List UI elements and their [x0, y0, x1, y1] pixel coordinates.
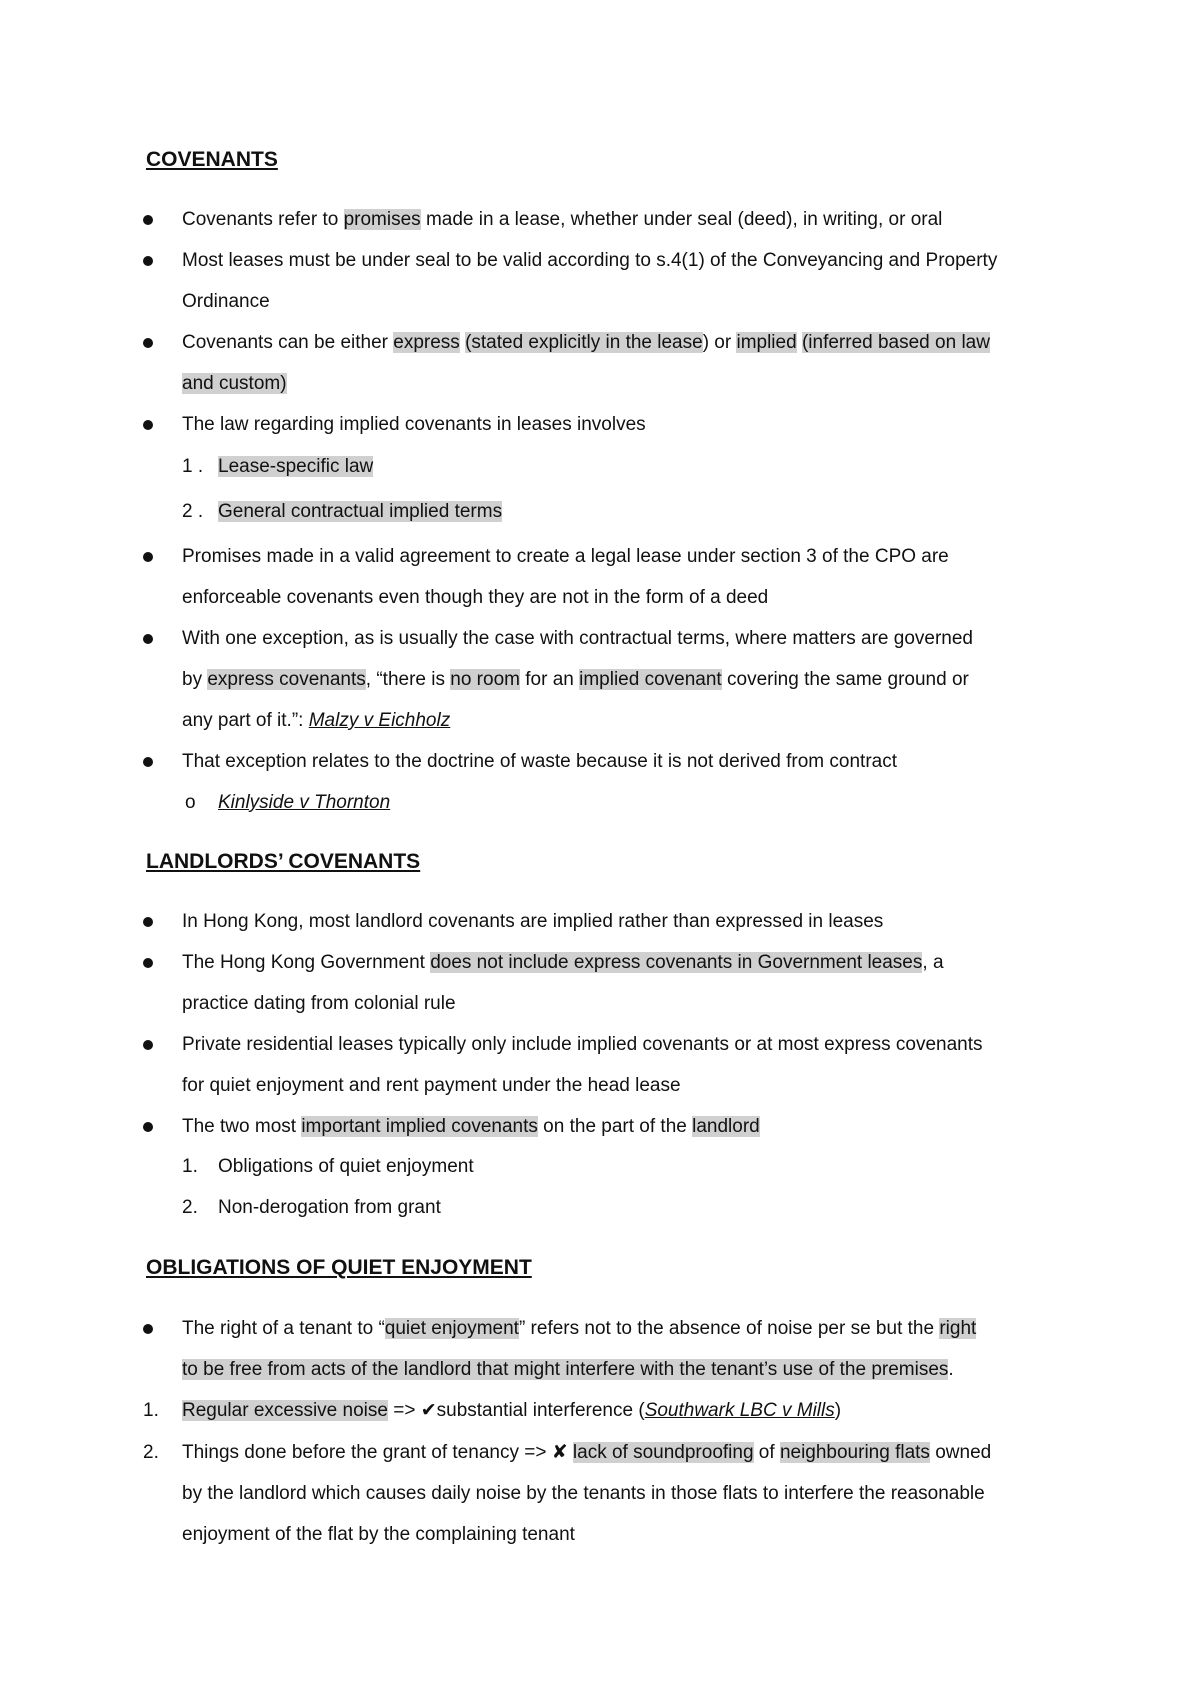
bullet-dot [143, 757, 153, 767]
covenants-bullet-1 [182, 207, 942, 233]
text: Covenants can be either [182, 332, 394, 353]
text: , a [922, 952, 944, 973]
landlords-bullet-4 [182, 1114, 760, 1140]
text: ) or [702, 332, 737, 353]
list-number: 1. [143, 1400, 159, 1421]
highlight: promises [343, 209, 421, 230]
landlords-bullet-3-line-2: for quiet enjoyment and rent payment under the head lease [182, 1075, 681, 1096]
highlight: neighbouring flats [779, 1442, 930, 1463]
quiet-bullet-1-line-1 [182, 1316, 976, 1342]
highlight: does not include express covenants in Government leases [430, 952, 923, 973]
landlords-bullet-2-line-2: practice dating from colonial rule [182, 993, 456, 1014]
covenants-bullet-6-line-3 [182, 708, 450, 734]
list-number: 1 . [182, 456, 204, 477]
list-number: 2. [143, 1442, 159, 1463]
list-number: 1. [182, 1156, 198, 1177]
bullet-dot [143, 215, 153, 225]
highlight: (stated explicitly in the lease [465, 332, 703, 353]
quiet-item-1 [182, 1398, 841, 1424]
case-citation: Southwark LBC v Mills [644, 1400, 835, 1421]
text: ) [834, 1400, 842, 1421]
bullet-dot [143, 1122, 153, 1132]
sub-item-non-derogation: Non-derogation from grant [218, 1197, 441, 1218]
highlight: General contractual implied terms [218, 501, 503, 522]
sub-item-quiet-enjoyment: Obligations of quiet enjoyment [218, 1156, 474, 1177]
covenants-bullet-2-line-1: Most leases must be under seal to be valid according to s.4(1) of the Conveyancing and Property [182, 250, 998, 271]
highlight: right [939, 1318, 977, 1339]
highlight: no room [450, 669, 520, 690]
covenants-bullet-2-line-2: Ordinance [182, 291, 270, 312]
highlight: quiet enjoyment [384, 1318, 519, 1339]
covenants-bullet-5-line-1: Promises made in a valid agreement to create a legal lease under section 3 of the CPO are [182, 546, 949, 567]
covenants-bullet-3-line-1 [182, 330, 990, 356]
bullet-dot [143, 256, 153, 266]
highlight: to be free from acts of the landlord that might interfere with the tenant’s use of the premises [182, 1359, 949, 1380]
text: on the part of the [537, 1116, 693, 1137]
highlight: Lease-specific law [218, 456, 374, 477]
text: by [182, 669, 208, 690]
highlight: lack of soundproofing [572, 1442, 754, 1463]
case-citation: Kinlyside v Thornton [218, 792, 391, 813]
quiet-item-2-line-3: enjoyment of the flat by the complaining tenant [182, 1524, 575, 1545]
covenants-bullet-5-line-2: enforceable covenants even though they are not in the form of a deed [182, 587, 769, 608]
quiet-item-2-line-1 [182, 1440, 991, 1466]
highlight: express [393, 332, 460, 353]
highlight: landlord [692, 1116, 760, 1137]
quiet-item-2-line-2: by the landlord which causes daily noise by the tenants in those flats to interfere the reasonable [182, 1483, 985, 1504]
covenants-bullet-4: The law regarding implied covenants in leases involves [182, 414, 646, 435]
bullet-dot [143, 917, 153, 927]
covenants-bullet-7: That exception relates to the doctrine of waste because it is not derived from contract [182, 751, 897, 772]
section-heading-covenants: COVENANTS [146, 148, 278, 171]
text: Things done before the grant of tenancy => ✘ [182, 1442, 573, 1463]
bullet-dot [143, 1324, 153, 1334]
highlight: (inferred based on law [801, 332, 990, 353]
highlight: implied [736, 332, 797, 353]
sub-bullet-marker: o [185, 792, 196, 813]
text: The Hong Kong Government [182, 952, 431, 973]
highlight: Regular excessive noise [182, 1400, 388, 1421]
bullet-dot [143, 552, 153, 562]
highlight: and custom) [182, 373, 287, 394]
text: ” refers not to the absence of noise per se but the [518, 1318, 940, 1339]
covenants-bullet-6-line-2 [182, 667, 969, 693]
covenants-bullet-3-line-2 [182, 371, 287, 397]
text: for an [519, 669, 580, 690]
sub-item-kinlyside [218, 790, 390, 816]
bullet-dot [143, 420, 153, 430]
bullet-dot [143, 634, 153, 644]
text: made in a lease, whether under seal (deed), in writing, or oral [420, 209, 943, 230]
quiet-bullet-1-line-2 [182, 1357, 954, 1383]
landlords-bullet-3-line-1: Private residential leases typically only include implied covenants or at most express covenants [182, 1034, 983, 1055]
text: Covenants refer to [182, 209, 344, 230]
bullet-dot [143, 958, 153, 968]
text: of [753, 1442, 780, 1463]
highlight: important implied covenants [301, 1116, 538, 1137]
text: . [948, 1359, 954, 1380]
text: , “there is [365, 669, 451, 690]
sub-item-general-contractual [218, 499, 502, 525]
case-citation: Malzy v Eichholz [308, 710, 451, 731]
landlords-bullet-1: In Hong Kong, most landlord covenants are implied rather than expressed in leases [182, 911, 884, 932]
text: => ✔substantial interference ( [387, 1400, 645, 1421]
text: The right of a tenant to “ [182, 1318, 385, 1339]
highlight: express covenants [207, 669, 366, 690]
text: The two most [182, 1116, 302, 1137]
landlords-bullet-2-line-1 [182, 950, 944, 976]
text: any part of it.”: [182, 710, 309, 731]
text: covering the same ground or [721, 669, 969, 690]
section-heading-landlords-covenants: LANDLORDS’ COVENANTS [146, 850, 421, 873]
list-number: 2 . [182, 501, 204, 522]
bullet-dot [143, 338, 153, 348]
highlight: implied covenant [579, 669, 722, 690]
sub-item-lease-specific-law [218, 454, 373, 480]
section-heading-quiet-enjoyment: OBLIGATIONS OF QUIET ENJOYMENT [146, 1256, 532, 1279]
bullet-dot [143, 1040, 153, 1050]
list-number: 2. [182, 1197, 198, 1218]
text: owned [929, 1442, 992, 1463]
covenants-bullet-6-line-1: With one exception, as is usually the case with contractual terms, where matters are governed [182, 628, 973, 649]
